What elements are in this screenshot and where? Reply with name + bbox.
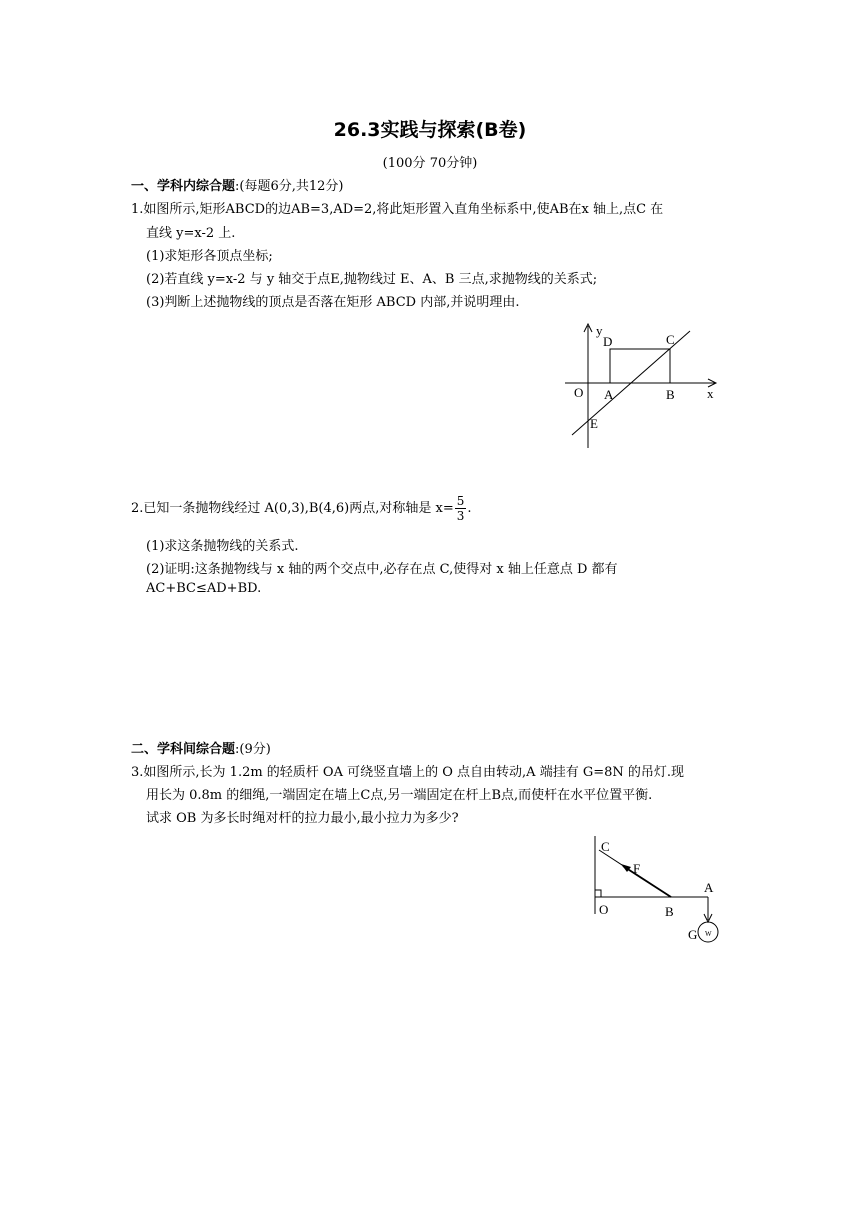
section1-header [131, 175, 344, 194]
label-e: E [590, 416, 598, 431]
section2-header [131, 738, 271, 757]
label-g: G [688, 927, 698, 942]
label-x: x [707, 386, 714, 401]
q1-line1: 1.如图所示,矩形ABCD的边AB=3,AD=2,将此矩形置入直角坐标系中,使AB在x 轴上,点C 在 [131, 202, 664, 217]
right-angle-mark [595, 890, 601, 897]
q2-part2-cont: AC+BC≤AD+BD. [146, 581, 262, 596]
label-c: C [666, 332, 675, 347]
section2-note: :(9分) [235, 742, 271, 757]
fraction-denominator: 3 [456, 509, 465, 523]
label-o: O [599, 902, 609, 917]
q2-line1 [131, 492, 472, 526]
label-y: y [596, 323, 603, 338]
figure2-lever-diagram [585, 832, 735, 947]
section1-heading: 一、学科内综合题 [131, 179, 236, 194]
label-a: A [604, 387, 614, 402]
label-b: B [666, 387, 675, 402]
fraction-numerator: 5 [456, 494, 465, 508]
q2-part1: (1)求这条抛物线的关系式. [146, 539, 299, 554]
page-subtitle: (100分 70分钟) [382, 156, 478, 171]
q2-part2: (2)证明:这条抛物线与 x 轴的两个交点中,必存在点 C,使得对 x 轴上任意点 D 都有 [146, 562, 618, 577]
label-c: C [601, 839, 610, 854]
figure1-coordinate-diagram [560, 318, 730, 453]
label-d: D [603, 334, 613, 349]
q1-part1: (1)求矩形各顶点坐标; [146, 249, 273, 264]
page-title: 26.3实践与探索(B卷) [333, 119, 527, 141]
q3-line3: 试求 OB 为多长时绳对杆的拉力最小,最小拉力为多少? [146, 811, 459, 826]
q3-line2: 用长为 0.8m 的细绳,一端固定在墙上C点,另一端固定在杆上B点,而使杆在水平位置平衡. [146, 788, 653, 803]
label-f: F [633, 861, 641, 876]
rectangle-abcd [610, 349, 670, 383]
q3-line1: 3.如图所示,长为 1.2m 的轻质杆 OA 可绕竖直墙上的 O 点自由转动,A 端挂有 G=8N 的吊灯.现 [131, 765, 685, 780]
q1-line2: 直线 y=x-2 上. [146, 226, 236, 241]
q1-part2: (2)若直线 y=x-2 与 y 轴交于点E,抛物线过 E、A、B 三点,求抛物线的关系式; [146, 272, 598, 287]
fraction-five-thirds [455, 494, 467, 523]
q1-part3: (3)判断上述抛物线的顶点是否落在矩形 ABCD 内部,并说明理由. [146, 295, 520, 310]
label-o: O [574, 385, 584, 400]
label-a: A [704, 880, 714, 895]
force-f-arrow [623, 866, 671, 897]
q2-line1-post: . [467, 501, 472, 516]
section1-note: :(每题6分,共12分) [235, 179, 344, 194]
section2-heading: 二、学科间综合题 [131, 742, 236, 757]
q2-line1-pre: 2.已知一条抛物线经过 A(0,3),B(4,6)两点,对称轴是 x= [131, 501, 454, 516]
label-w: W [705, 930, 712, 938]
label-b: B [665, 904, 674, 919]
